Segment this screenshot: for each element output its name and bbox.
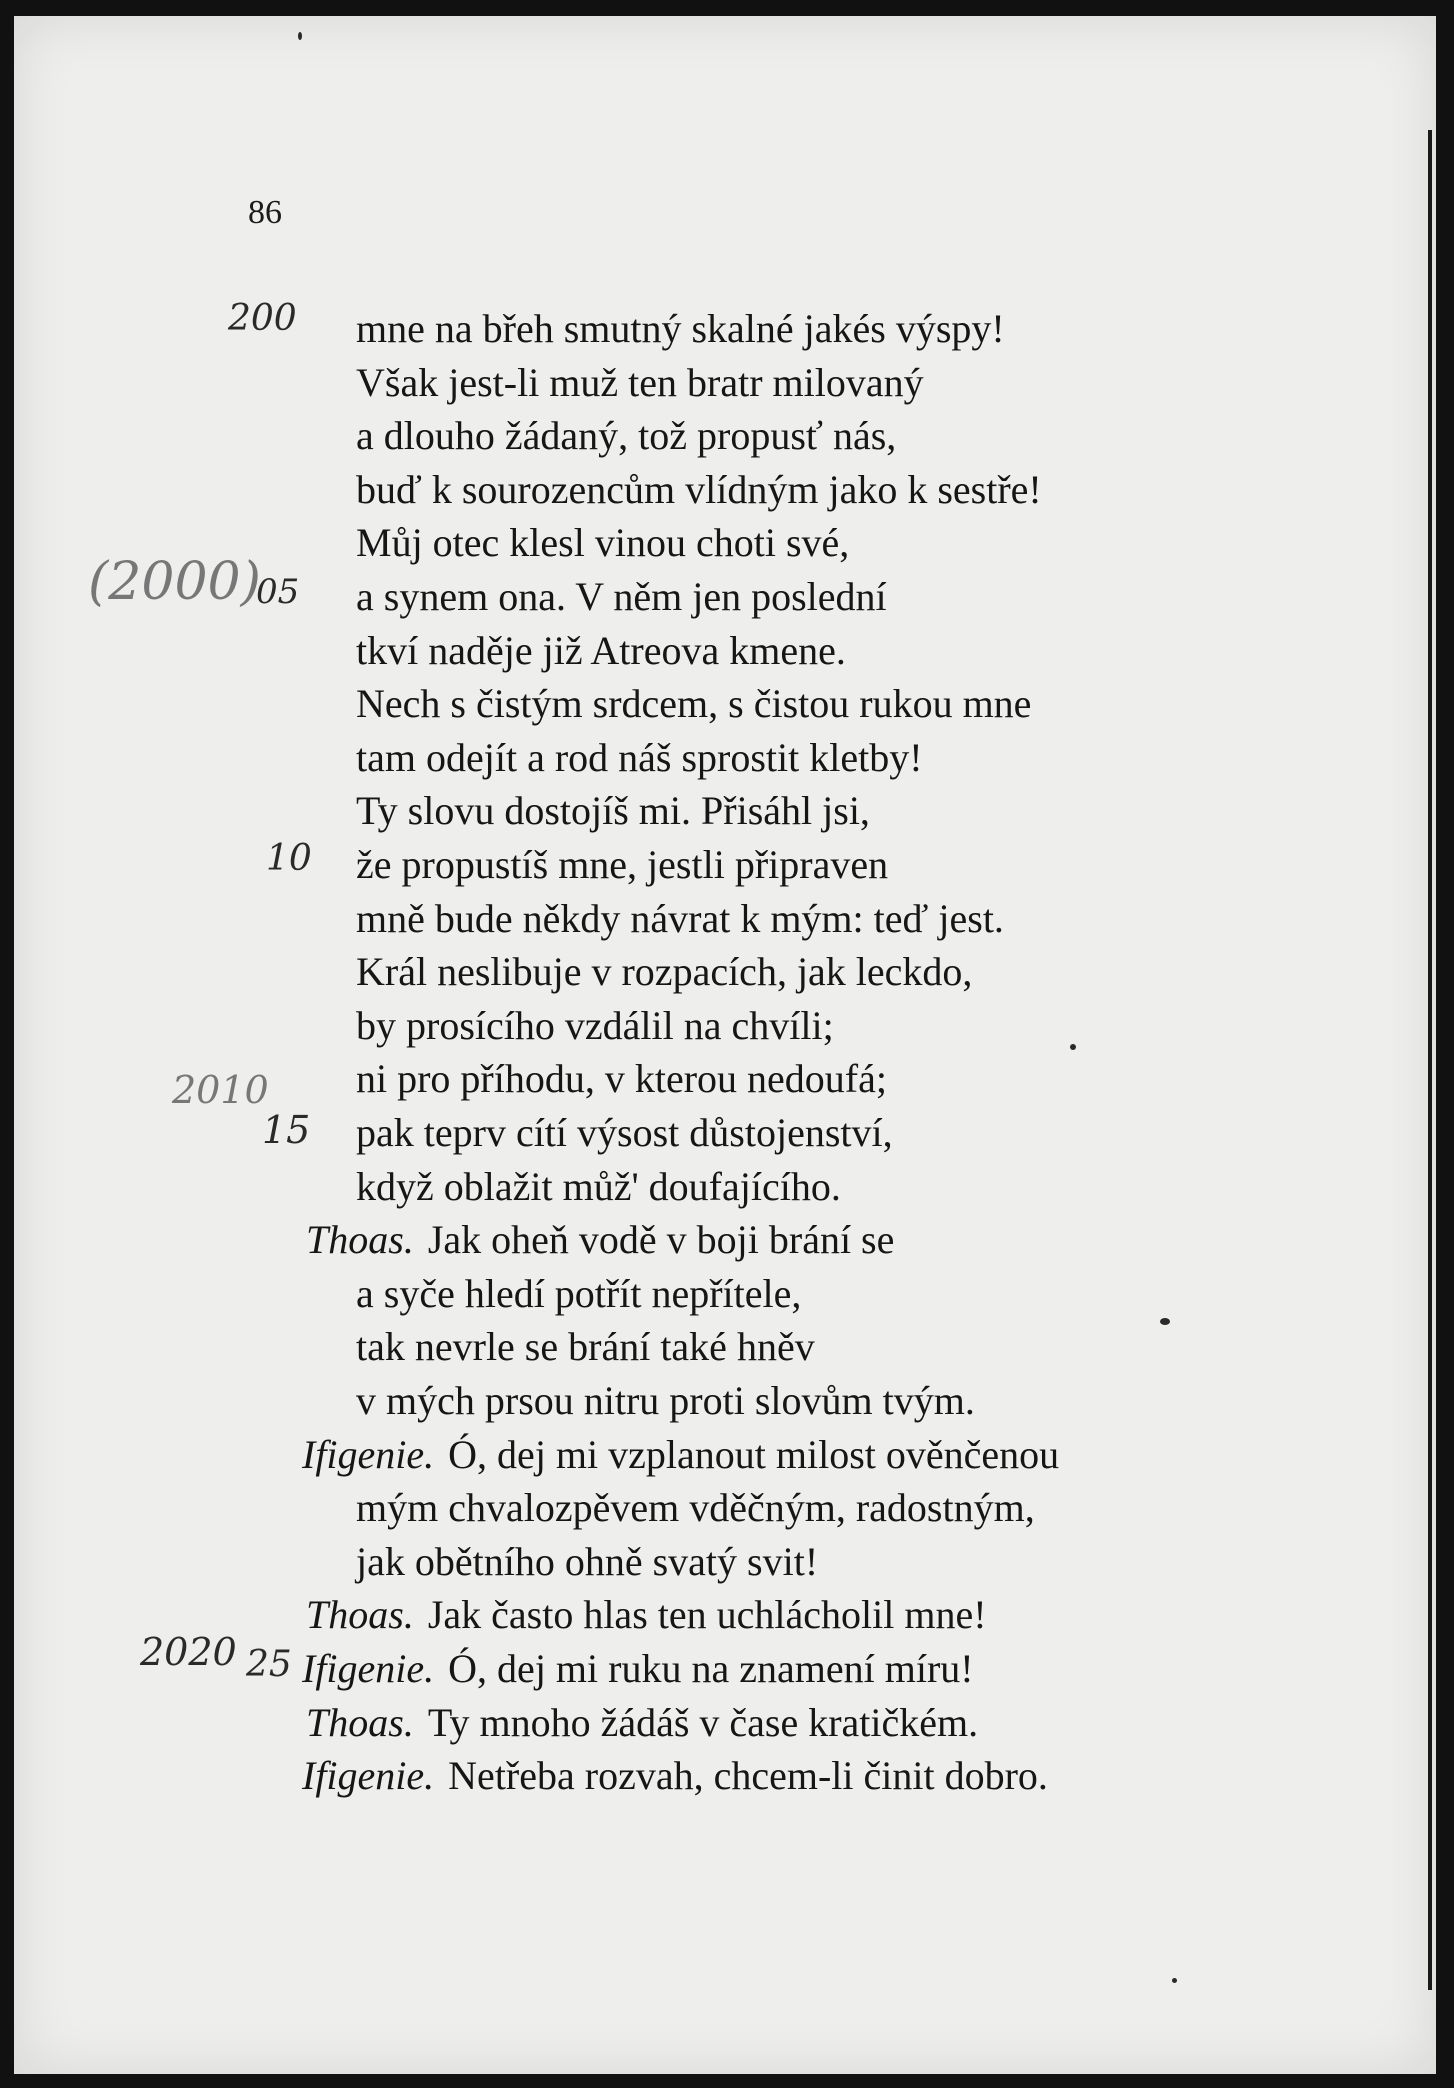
line-text: Ó, dej mi ruku na znamení míru! [448, 1646, 974, 1691]
scan-speck [1172, 1978, 1177, 1983]
line-text: tam odejít a rod náš sprostit kletby! [356, 734, 923, 780]
verse-line [342, 892, 1004, 946]
line-text: Ty slovu dostojíš mi. Přisáhl jsi, [356, 788, 870, 834]
speaker-name: Ifigenie. [302, 1646, 435, 1691]
line-text: Netřeba rozvah, chcem-li činit dobro. [448, 1753, 1048, 1799]
verse-line [302, 1749, 1048, 1803]
line-text: tak nevrle se brání také hněv [356, 1324, 815, 1370]
speaker-name: Thoas. [306, 1217, 414, 1263]
margin-note-2020: 2020 [140, 1630, 237, 1674]
page-edge-shadow [1428, 130, 1432, 1990]
verse-line [342, 1535, 818, 1589]
verse-line [342, 516, 849, 570]
line-text: Ó, dej mi vzplanout milost ověnčenou [448, 1431, 1060, 1477]
margin-note-2000: (2000) [88, 552, 261, 612]
scan-speck [1070, 1044, 1076, 1050]
page-number: 86 [248, 194, 282, 231]
verse-line [342, 1374, 975, 1428]
line-text: že propustíš mne, jestli připraven [356, 842, 889, 887]
line-text: tkví naděje již Atreova kmene. [356, 627, 846, 673]
line-text: by prosícího vzdálil na chvíli; [356, 1002, 834, 1048]
margin-note-05: 05 [256, 572, 300, 612]
verse-line [342, 1052, 887, 1106]
line-text: ni pro příhodu, v kterou nedoufá; [356, 1056, 887, 1102]
verse-line [306, 1213, 894, 1267]
scan-speck [298, 32, 302, 40]
verse-line [342, 731, 923, 785]
line-text: mně bude někdy návrat k mým: teď jest. [356, 895, 1004, 941]
speaker-name: Thoas. [306, 1592, 414, 1638]
line-text: a dlouho žádaný, tož propusť nás, [356, 413, 897, 459]
verse-line [342, 302, 1005, 356]
verse-line [302, 1642, 974, 1696]
scan-speck [1160, 1318, 1170, 1325]
verse-line [342, 677, 1031, 731]
verse-line [342, 1481, 1035, 1535]
verse-line [342, 1267, 801, 1321]
verse-line [342, 570, 887, 624]
line-text: Však jest-li muž ten bratr milovaný [356, 359, 924, 405]
verse-line [342, 356, 924, 410]
line-text: Jak oheň vodě v boji brání se [427, 1217, 895, 1263]
verse-line [342, 624, 846, 678]
verse-line [342, 784, 870, 838]
line-text: Jak často hlas ten uchlácholil mne! [427, 1592, 987, 1638]
line-text: buď k sourozencům vlídným jako k sestře! [356, 466, 1042, 512]
line-text: Ty mnoho žádáš v čase kratičkém. [427, 1699, 979, 1745]
verse-line [342, 409, 896, 463]
margin-note-25: 25 [246, 1644, 292, 1685]
margin-note-200: 200 [228, 298, 297, 339]
line-text: jak obětního ohně svatý svit! [356, 1538, 819, 1584]
verse-line [342, 463, 1042, 517]
line-text: mým chvalozpěvem vděčným, radostným, [356, 1485, 1035, 1531]
verse-line [306, 1588, 987, 1642]
margin-note-2010: 2010 [172, 1068, 269, 1112]
verse-line [342, 945, 972, 999]
speaker-name: Ifigenie. [302, 1431, 435, 1477]
line-text: pak teprv cítí výsost důstojenství, [356, 1110, 893, 1155]
verse-line [306, 1696, 978, 1750]
verse-line [342, 1160, 841, 1214]
verse-line [302, 1428, 1059, 1482]
verse-line [342, 838, 888, 892]
margin-note-15: 15 [262, 1108, 311, 1152]
verse-line [342, 1106, 893, 1160]
speaker-name: Thoas. [306, 1699, 414, 1745]
verse-line [342, 999, 834, 1053]
line-text: a syče hledí potřít nepřítele, [356, 1270, 802, 1316]
margin-note-10: 10 [266, 838, 312, 879]
speaker-name: Ifigenie. [302, 1753, 435, 1799]
line-text: Nech s čistým srdcem, s čistou rukou mne [356, 681, 1032, 727]
line-text: mne na břeh smutný skalné jakés výspy! [356, 306, 1005, 351]
line-text: v mých prsou nitru proti slovům tvým. [356, 1378, 975, 1423]
verse-line [342, 1320, 815, 1374]
line-text: když oblažit můž' doufajícího. [356, 1163, 841, 1209]
line-text: a synem ona. V něm jen poslední [356, 574, 887, 619]
line-text: Můj otec klesl vinou choti své, [356, 520, 850, 566]
line-text: Král neslibuje v rozpacích, jak leckdo, [356, 949, 973, 995]
